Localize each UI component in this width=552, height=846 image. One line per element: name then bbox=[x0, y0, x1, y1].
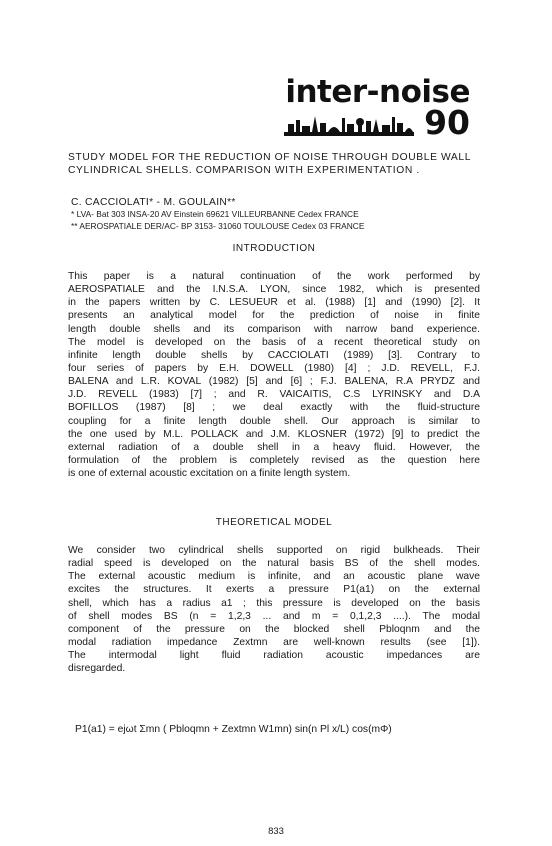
text-line: J.D. REVELL (1983) [7] ; and R. VAICAITIS, C.S LYRINSKY and D.A bbox=[68, 389, 480, 401]
text-line: The external acoustic medium is infinite, and an acoustic plane wave bbox=[68, 571, 480, 583]
text-line: BOFILLOS (1987) [8] ; we deal exactly with the fluid-structure bbox=[68, 402, 480, 414]
skyline-icon bbox=[284, 112, 414, 136]
text-line: BALENA and L.R. KOVAL (1982) [5] and [6] ; F.J. BALENA, R.A PRYDZ and bbox=[68, 376, 480, 388]
text-line: The intermodal light fluid radiation acoustic impedances are bbox=[68, 650, 480, 662]
text-line: the one used by M.L. POLLACK and J.M. KLOSNER (1972) [9] to predict the bbox=[68, 428, 480, 440]
text-line: external radiation of a double shell in a heavy fluid. However, the bbox=[68, 441, 480, 453]
logo-year: 90 bbox=[424, 103, 470, 142]
conference-logo bbox=[284, 74, 474, 142]
theory-paragraph bbox=[68, 544, 480, 675]
text-line: coupling for a finite length double shell. Our approach is similar to bbox=[68, 415, 480, 427]
text-line: modal radiation impedance Zextmn are well-known results (see [1]). bbox=[68, 636, 480, 648]
text-line: excites the structures. It exerts a pressure P1(a1) on the external bbox=[68, 584, 480, 596]
text-line: presents an analytical model for the prediction of noise in finite bbox=[68, 310, 480, 322]
title-line: STUDY MODEL FOR THE REDUCTION OF NOISE THROUGH DOUBLE WALL bbox=[68, 152, 472, 163]
text-line: of shell modes BS (n = 1,2,3 ... and m = 0,1,2,3 ....). The modal bbox=[68, 610, 480, 622]
text-line: is one of external acoustic excitation on a finite length system. bbox=[68, 468, 351, 480]
section-heading-theoretical-model: THEORETICAL MODEL bbox=[215, 517, 333, 528]
text-line: The model is developed on the basis of a recent theoretical study on bbox=[68, 336, 480, 348]
text-line: radial speed is developed on the natural basis BS of the shell modes. bbox=[68, 558, 480, 570]
title-line: CYLINDRICAL SHELLS. COMPARISON WITH EXPERIMENTATION . bbox=[68, 165, 420, 177]
paper-title bbox=[68, 151, 480, 177]
text-line: We consider two cylindrical shells supported on rigid bulkheads. Their bbox=[68, 545, 480, 556]
text-line: AEROSPATIALE and the I.N.S.A. LYON, since 1982, which is presented bbox=[68, 284, 480, 296]
text-line: four series of papers by E.H. DOWELL (1980) [4] ; J.D. REVELL, F.J. bbox=[68, 362, 480, 374]
text-line: length double shells and its comparison with narrow band experience. bbox=[68, 323, 480, 335]
pressure-formula: P1(a1) = ejωt Σmn ( Pbloqmn + Zextmn W1mn) sin(n Pl x/L) cos(mΦ) bbox=[75, 724, 392, 735]
affiliation-line: * LVA- Bat 303 INSA-20 AV Einstein 69621 VILLEURBANNE Cedex FRANCE bbox=[71, 209, 359, 219]
text-line: This paper is a natural continuation of the work performed by bbox=[68, 271, 480, 282]
page-number: 833 bbox=[268, 826, 284, 837]
introduction-paragraph bbox=[68, 270, 480, 480]
text-line: infinite length double shells by CACCIOLATI (1989) [3]. Contrary to bbox=[68, 349, 480, 361]
affiliations bbox=[71, 209, 483, 232]
authors: C. CACCIOLATI* - M. GOULAIN** bbox=[71, 197, 236, 208]
text-line: component of the pressure on the blocked shell Pbloqnm and the bbox=[68, 623, 480, 635]
text-line: in the papers written by C. LESUEUR et al. (1988) [1] and (1990) [2]. It bbox=[68, 297, 480, 309]
section-heading-introduction: INTRODUCTION bbox=[232, 243, 316, 254]
logo-title: inter-noise bbox=[285, 74, 470, 110]
text-line: disregarded. bbox=[68, 663, 126, 675]
text-line: formulation of the problem is completely revised as the question here bbox=[68, 454, 480, 466]
affiliation-line: ** AEROSPATIALE DER/AC- BP 3153- 31060 TOULOUSE Cedex 03 FRANCE bbox=[71, 220, 365, 231]
text-line: shell, which has a radius a1 ; this pressure is developed on the basis bbox=[68, 597, 480, 609]
